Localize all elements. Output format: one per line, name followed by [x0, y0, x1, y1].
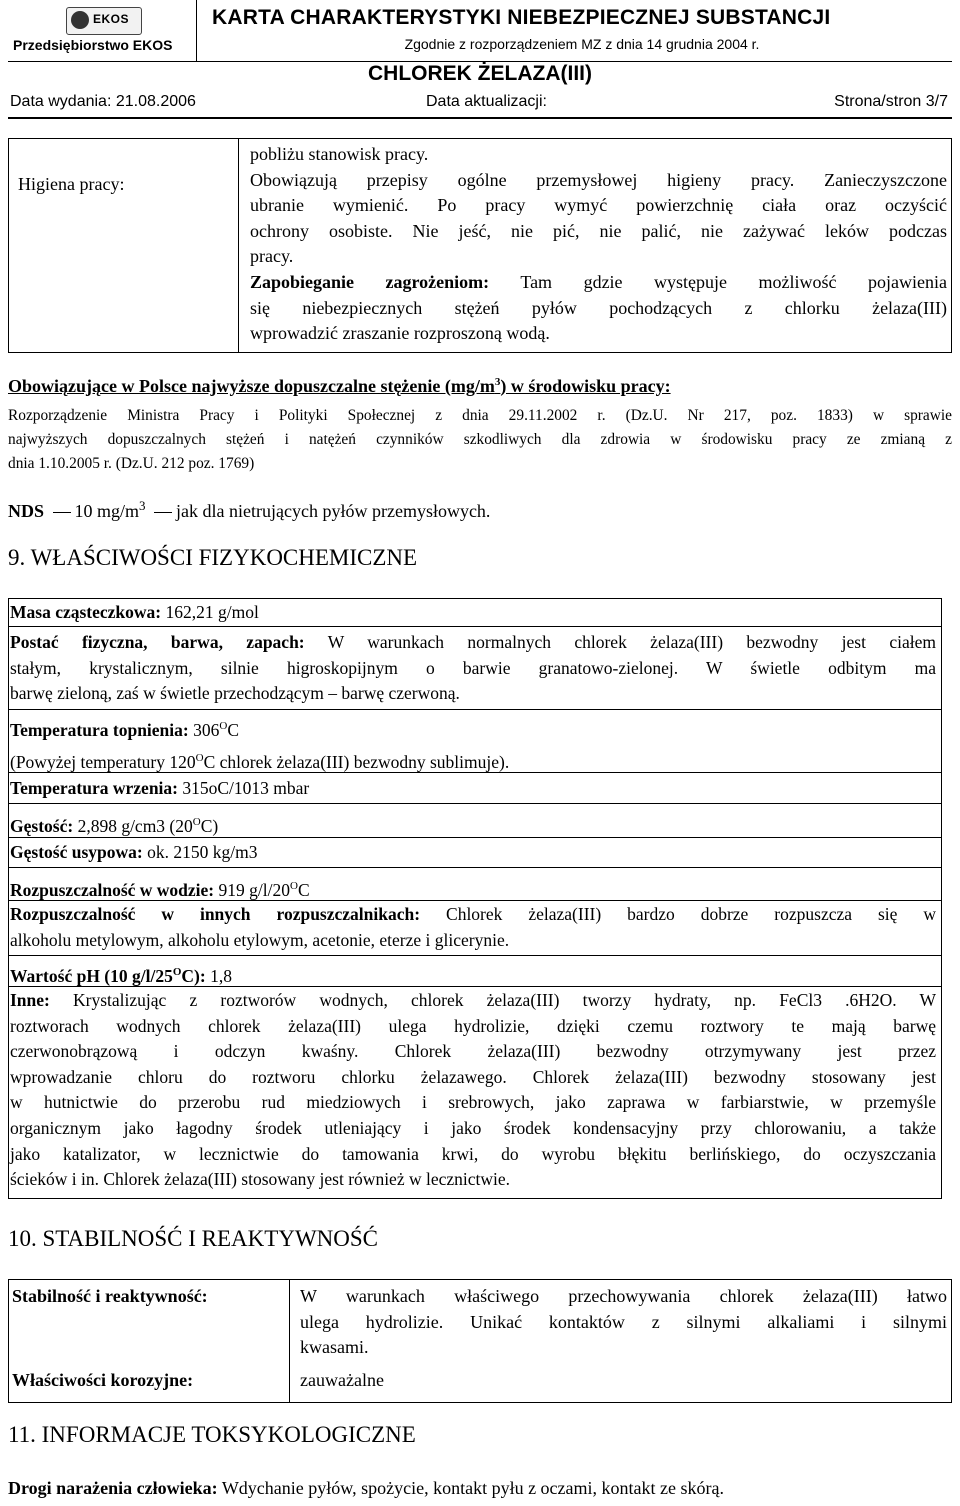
stability-line: W warunkach właściwego przechowywania chlorek żelaza(III) łatwo: [300, 1286, 947, 1306]
hygiene-line: ochrony osobiste. Nie jeść, nie pić, nie palić, nie zażywać leków podczas: [250, 220, 947, 241]
exposure-routes-label: Drogi narażenia człowieka:: [8, 1478, 218, 1498]
bulk-density-value: ok. 2150 kg/m3: [142, 842, 258, 862]
boiling-value: 315oC/1013 mbar: [178, 778, 310, 798]
update-date: Data aktualizacji:: [426, 93, 547, 110]
row-divider: [8, 986, 942, 987]
bulk-density-row: [10, 840, 257, 866]
solvents-text: Chlorek żelaza(III) bardzo dobrze rozpuszcza się w: [420, 904, 936, 924]
solvents-line: [10, 902, 936, 928]
form-label: Postać fizyczna, barwa, zapach:: [10, 632, 305, 652]
form-line: [10, 630, 936, 656]
row-divider: [8, 626, 942, 627]
sublime-text: (Powyżej temperatury 120: [10, 751, 196, 772]
water-solubility-sup: O: [289, 880, 298, 892]
hygiene-label: Higiena pracy:: [18, 174, 125, 194]
limits-heading-text: Obowiązujące w Polsce najwyższe dopuszczalne stężenie (mg/m: [8, 376, 495, 396]
nds-dash: [154, 512, 172, 513]
nds-value: 10 mg/m: [74, 501, 140, 521]
other-block: [10, 988, 936, 1193]
ph-label-end: C):: [181, 965, 206, 986]
molar-mass-row: [10, 600, 936, 626]
stability-line: ulega hydrolizie. Unikać kontaktów z silnymi alkaliami i silnymi: [300, 1311, 947, 1332]
section-9-content: [10, 600, 936, 626]
ph-label: [10, 966, 206, 986]
other-line: wprowadzanie chloru do roztworu chlorku żelazawego. Chlorek żelaza(III) bezwodny stosowany jest: [10, 1066, 936, 1087]
limits-heading-text-end: ) w środowisku pracy:: [500, 376, 671, 396]
corrosive-label: Właściwości korozyjne:: [12, 1370, 194, 1390]
density-sup: O: [192, 816, 201, 828]
other-line: [10, 988, 936, 1014]
substance-name: CHLOREK ŻELAZA(III): [368, 62, 592, 85]
ph-row: [10, 960, 232, 989]
row-divider: [8, 772, 942, 773]
melting-label: Temperatura topnienia:: [10, 719, 189, 740]
molar-mass-value: 162,21 g/mol: [161, 602, 259, 622]
row-divider: [8, 900, 942, 901]
density-label: Gęstość:: [10, 815, 74, 836]
density-value: 2,898 g/cm3 (20: [73, 815, 193, 836]
sublime-sup: O: [195, 752, 204, 764]
prevention-line: się niebezpiecznych stężeń pyłów pochodzących z chlorku żelaza(III): [250, 297, 947, 318]
sublime-text-end: C chlorek żelaza(III) bezwodny sublimuje).: [203, 751, 510, 772]
nds-note: jak dla nietrujących pyłów przemysłowych.: [176, 501, 491, 521]
limits-heading-sup: 3: [494, 376, 501, 388]
prevention-line: wprowadzić zraszanie rozproszoną wodą.: [250, 323, 550, 344]
page-header: [0, 0, 960, 121]
exposure-routes-value: Wdychanie pyłów, spożycie, kontakt pyłu z oczami, kontakt ze skórą.: [217, 1478, 724, 1498]
hygiene-table-divider: [238, 138, 239, 353]
other-line: roztworach wodnych chlorek żelaza(III) ulega hydrolizie, dzięki czemu roztwory te mają barwę: [10, 1015, 936, 1036]
prevention-label: Zapobieganie zagrożeniom:: [250, 271, 490, 292]
row-divider: [8, 709, 942, 710]
prevention-line: [250, 270, 947, 296]
melting-value: 306: [188, 719, 220, 740]
row-divider: [8, 837, 942, 838]
form-block: [10, 630, 936, 707]
exposure-routes-row: [8, 1476, 724, 1502]
water-solubility-unit: C: [297, 879, 310, 900]
other-line: ścieków i in. Chlorek żelaza(III) stosowany jest również w lecznictwie.: [10, 1169, 511, 1190]
prevention-text: Tam gdzie występuje możliwość pojawienia: [489, 271, 947, 292]
other-line: organicznym jako łagodny środek utleniający i jako środek kondensacyjny przy chlorowaniu, a także: [10, 1117, 936, 1138]
regulation-text: [8, 404, 952, 476]
section-10-title: 10. STABILNOŚĆ I REAKTYWNOŚĆ: [8, 1226, 378, 1251]
hygiene-line: pobliżu stanowisk pracy.: [250, 144, 429, 164]
molar-mass-label: Masa cząsteczkowa:: [10, 602, 162, 622]
header-vertical-divider: [196, 0, 197, 61]
boiling-label: Temperatura wrzenia:: [10, 778, 178, 798]
stability-line: kwasami.: [300, 1337, 369, 1358]
boiling-row: [10, 776, 309, 802]
logo-text: EKOS: [93, 12, 130, 26]
other-line: czerwonobrązową i odczyn kwaśny. Chlorek żelaza(III) bezwodny otrzymywany jest przez: [10, 1041, 936, 1062]
issue-date: Data wydania: 21.08.2006: [10, 93, 196, 110]
ph-value: 1,8: [205, 965, 232, 986]
water-solubility-value: 919 g/l/20: [214, 879, 290, 900]
company-name: Przedsiębiorstwo EKOS: [13, 37, 173, 53]
nds-label: NDS: [8, 501, 45, 521]
other-line: w hutnictwie do przerobu rud miedziowych i srebrowych, jako zaprawa w farbiarstwie, w przemyśle: [10, 1092, 936, 1113]
hygiene-text: [250, 142, 947, 347]
water-solubility-row: [10, 874, 310, 903]
row-divider: [8, 955, 942, 956]
hygiene-line: ubranie wymienić. Po pracy wymyć powierzchnię ciała oraz oczyścić: [250, 195, 947, 216]
nds-dash: [53, 512, 71, 513]
melting-sup: O: [219, 720, 228, 732]
ph-label-text: Wartość pH (10 g/l/25: [10, 965, 173, 986]
sublime-row: [10, 746, 509, 775]
form-line: barwę zieloną, zaś w świetle przechodzącym – barwę czerwoną.: [10, 683, 460, 704]
density-value-end: C): [200, 815, 219, 836]
ph-sup: O: [172, 966, 182, 978]
nds-sup: 3: [139, 498, 146, 513]
solvents-block: [10, 902, 936, 953]
regulation-line: dnia 1.10.2005 r. (Dz.U. 212 poz. 1769): [8, 455, 255, 472]
form-text: W warunkach normalnych chlorek żelaza(III) bezwodny jest ciałem: [304, 632, 936, 652]
hygiene-line: pracy.: [250, 246, 294, 267]
water-solubility-label: Rozpuszczalność w wodzie:: [10, 879, 215, 900]
header-meta-row: [8, 93, 952, 115]
solvents-line: alkoholu metylowym, alkoholu etylowym, acetonie, eterze i glicerynie.: [10, 929, 510, 950]
other-text: Krystalizując z roztworów wodnych, chlorek żelaza(III) tworzy hydraty, np. FeCl3 .6H2O. W: [49, 990, 936, 1010]
header-bottom-rule: [8, 117, 952, 119]
other-line: jako katalizator, w lecznictwie do tamowania krwi, do wyrobu błękitu berlińskiego, do oczyszczania: [10, 1143, 936, 1164]
section-11-title: 11. INFORMACJE TOKSYKOLOGICZNE: [8, 1422, 416, 1447]
density-row: [10, 810, 218, 839]
logo-badge: [66, 7, 142, 35]
limits-heading: [8, 370, 671, 400]
melting-unit: C: [227, 719, 239, 740]
header-divider: [8, 61, 952, 62]
stability-text: [300, 1284, 947, 1361]
stability-label: Stabilność i reaktywność:: [12, 1286, 208, 1306]
row-divider: [8, 867, 942, 868]
regulation-line: Rozporządzenie Ministra Pracy i Polityki Społecznej z dnia 29.11.2002 r. (Dz.U. Nr 217, poz. 1833) w sprawie: [8, 407, 952, 424]
solvents-label: Rozpuszczalność w innych rozpuszczalnikach:: [10, 904, 421, 924]
row-divider: [8, 803, 942, 804]
regulation-subtitle: Zgodnie z rozporządzeniem MZ z dnia 14 grudnia 2004 r.: [404, 36, 760, 52]
corrosive-value: zauważalne: [300, 1370, 384, 1390]
section-9-title: 9. WŁAŚCIWOŚCI FIZYKOCHEMICZNE: [8, 545, 418, 570]
form-line: stałym, krystalicznym, silnie higroskopijnym o barwie granatowo-zielonej. W świetle odbitym ma: [10, 657, 936, 678]
melting-row: [10, 714, 239, 743]
hygiene-line: Obowiązują przepisy ogólne przemysłowej higieny pracy. Zanieczyszczone: [250, 169, 947, 190]
section-10-table-divider: [289, 1279, 290, 1403]
logo-mark-icon: [71, 11, 89, 29]
card-title: KARTA CHARAKTERYSTYKI NIEBEZPIECZNEJ SUBSTANCJI: [212, 6, 831, 29]
regulation-line: najwyższych dopuszczalnych stężeń i natężeń czynników szkodliwych dla zdrowia w środowisku pracy ze zmianą z: [8, 431, 952, 448]
other-label: Inne:: [10, 990, 50, 1010]
nds-row: [8, 493, 490, 525]
bulk-density-label: Gęstość usypowa:: [10, 842, 143, 862]
page-number: Strona/stron 3/7: [834, 93, 948, 110]
